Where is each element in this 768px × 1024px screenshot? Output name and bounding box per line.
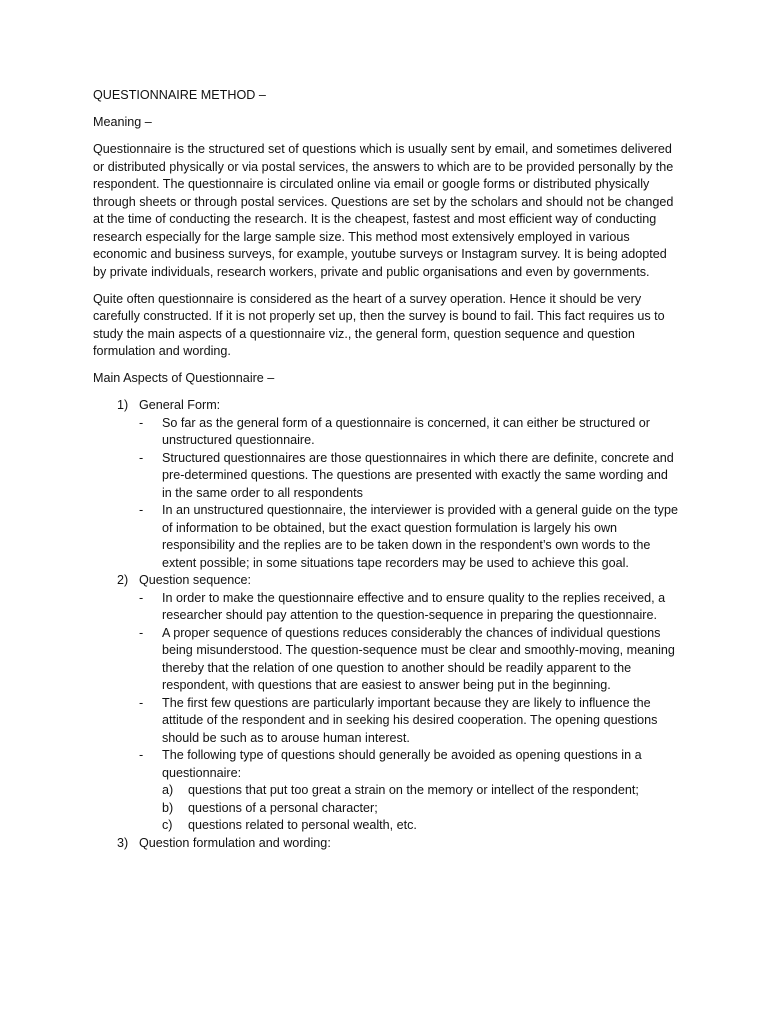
sub-list-marker: a): [162, 783, 174, 797]
aspect-title: Question sequence:: [139, 573, 252, 587]
meaning-paragraph: Questionnaire is the structured set of questions which is usually sent by email, and sometimes delivered or distributed physically or via postal services, the answers to which are to be provided personally by the respondent. The questionnaire is circulated online via email or google forms or distributed physically through sheets or through postal services. Questions are set by the scholars and should not be changed at the time of conducting the research. It is the cheapest, fastest and most efficient way of conducting research especially for the large sample size. This method most extensively employed in various economic and business surveys, for example, youtube surveys or Instagram survey. It is being adopted by private individuals, research workers, private and public organisations and even by governments.: [93, 142, 674, 279]
bullet-list: [139, 415, 678, 573]
dash-marker: -: [139, 415, 144, 430]
bullet-text: Structured questionnaires are those questionnaires in which there are definite, concrete and pre-determined questions. The questions are presented with exactly the same wording and in the same order to all respondents: [162, 450, 674, 500]
sub-list-text: questions related to personal wealth, etc.: [188, 818, 417, 832]
sub-list: [162, 782, 678, 835]
list-number: 3): [117, 835, 129, 850]
bullet-list: [139, 590, 678, 835]
aspect-title: Question formulation and wording:: [139, 835, 331, 850]
dash-marker: -: [139, 625, 144, 640]
bullet-text: In order to make the questionnaire effective and to ensure quality to the replies received, a researcher should pay attention to the question-sequence in preparing the questionnaire.: [162, 590, 666, 622]
bullet-text: The following type of questions should generally be avoided as opening questions in a questionnaire:: [162, 748, 642, 780]
sub-list-marker: b): [162, 800, 174, 815]
aspect-question-formulation: [93, 835, 678, 853]
sub-list-item: [162, 817, 678, 835]
meaning-heading: Meaning –: [93, 115, 152, 129]
document-body: [93, 87, 678, 852]
heart-paragraph: Quite often questionnaire is considered as the heart of a survey operation. Hence it should be very carefully constructed. If it is not properly set up, then the survey is bound to fail. This fact requires us to study the main aspects of a questionnaire viz., the general form, question sequence and question formulation and wording.: [93, 291, 665, 358]
bullet-item: [139, 695, 678, 748]
aspect-title: General Form:: [139, 398, 221, 412]
bullet-item: [139, 415, 678, 450]
aspects-heading: Main Aspects of Questionnaire –: [93, 371, 275, 385]
list-number: 2): [117, 573, 129, 587]
sub-list-item: [162, 782, 678, 800]
dash-marker: -: [139, 503, 144, 517]
bullet-item: [139, 502, 678, 572]
bullet-item: [139, 450, 678, 503]
sub-list-item: [162, 800, 678, 818]
aspect-question-sequence: [93, 572, 678, 835]
bullet-item: [139, 625, 678, 695]
sub-list-marker: c): [162, 818, 173, 832]
sub-list-text: questions of a personal character;: [188, 800, 378, 815]
bullet-text: In an unstructured questionnaire, the interviewer is provided with a general guide on the type of information to be obtained, but the exact question formulation is largely his own responsibility and the replies are to be taken down in the respondent’s own words to the extent possible; in some situations tape recorders may be used to achieve this goal.: [162, 503, 678, 570]
dash-marker: -: [139, 590, 144, 605]
bullet-text: So far as the general form of a questionnaire is concerned, it can either be structured or unstructured questionnaire.: [162, 415, 650, 447]
bullet-text: The first few questions are particularly important because they are likely to influence the attitude of the respondent and in seeking his desired cooperation. The opening questions should be such as to arouse human interest.: [162, 695, 658, 745]
dash-marker: -: [139, 748, 144, 762]
sub-list-text: questions that put too great a strain on the memory or intellect of the respondent;: [188, 783, 639, 797]
dash-marker: -: [139, 450, 144, 465]
document-title: QUESTIONNAIRE METHOD –: [93, 88, 266, 102]
aspects-list: [93, 397, 678, 852]
aspect-general-form: [93, 397, 678, 572]
list-number: 1): [117, 398, 129, 412]
bullet-text: A proper sequence of questions reduces considerably the chances of individual questions being misunderstood. The question-sequence must be clear and smoothly-moving, meaning thereby that the relation of one question to another should be readily apparent to the respondent, with questions that are easiest to answer being put in the beginning.: [162, 625, 675, 692]
dash-marker: -: [139, 695, 144, 710]
bullet-item: [139, 590, 678, 625]
bullet-item: [139, 747, 678, 835]
